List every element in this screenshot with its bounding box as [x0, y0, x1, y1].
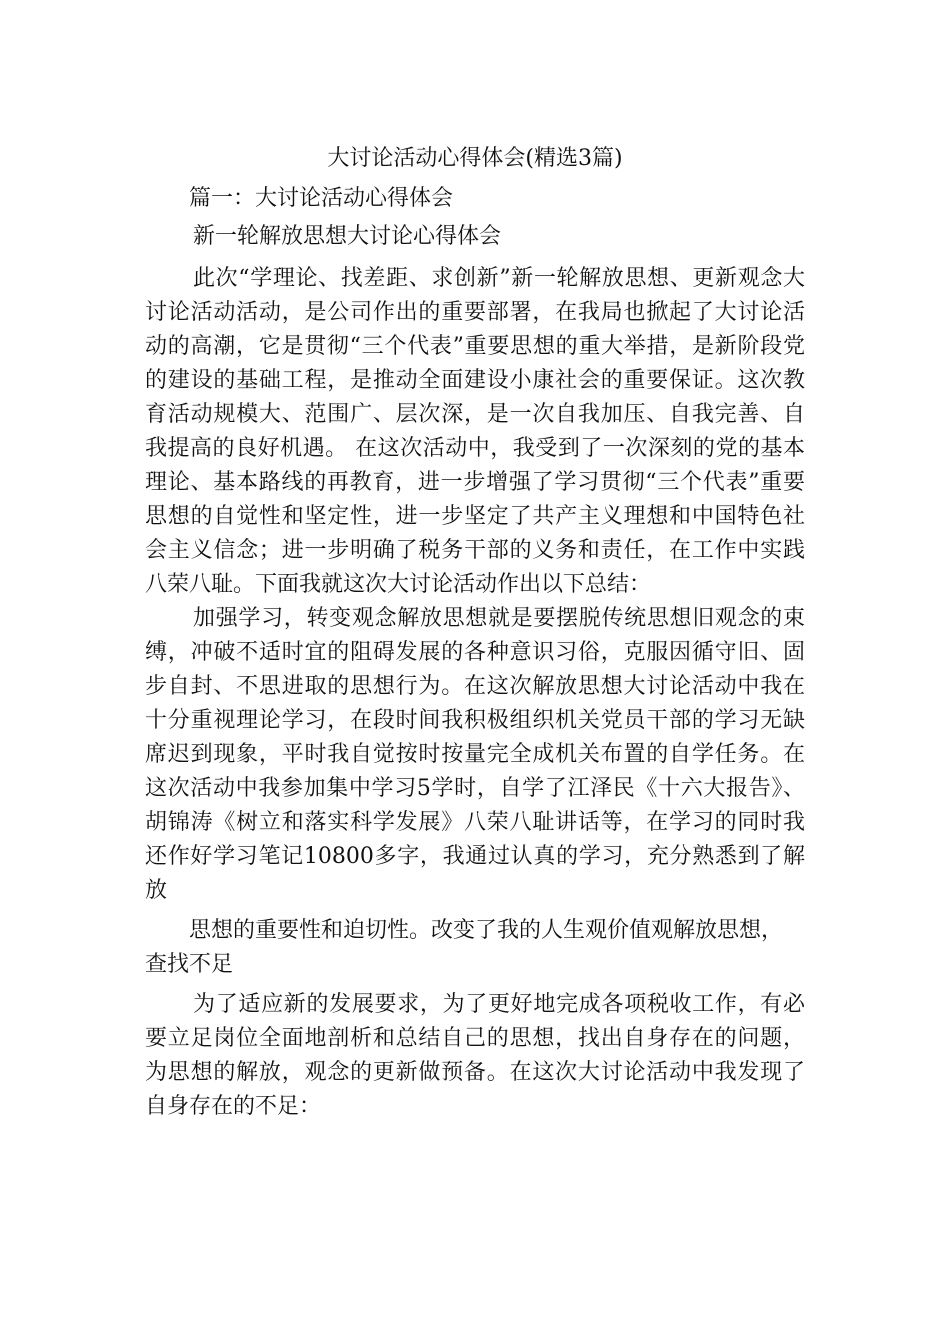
- paragraph-line: 放: [145, 878, 168, 903]
- paragraph-3: [145, 914, 805, 982]
- paragraph-line: 要立足岗位全面地剖析和总结自己的思想，找出自身存在的问题，: [145, 1026, 805, 1051]
- paragraph-line: 理论、基本路线的再教育，进一步增强了学习贯彻“三个代表”重要: [145, 470, 805, 495]
- paragraph-line: 缚，冲破不适时宜的阻碍发展的各种意识习俗，克服因循守旧、固: [145, 640, 805, 665]
- paragraph-line: 为思想的解放，观念的更新做预备。在这次大讨论活动中我发现了: [145, 1060, 805, 1085]
- paragraph-line: 思想的自觉性和坚定性，进一步坚定了共产主义理想和中国特色社: [145, 504, 805, 529]
- paragraph-line: 讨论活动活动，是公司作出的重要部署，在我局也掀起了大讨论活: [145, 300, 805, 325]
- paragraph-4: [145, 988, 805, 1124]
- paragraph-1: [145, 262, 805, 602]
- paragraph-line: 育活动规模大、范围广、层次深，是一次自我加压、自我完善、自: [145, 402, 805, 427]
- paragraph-line: 还作好学习笔记10800多字，我通过认真的学习，充分熟悉到了解: [145, 844, 805, 869]
- paragraph-2: [145, 602, 805, 908]
- paragraph-line: 八荣八耻。下面我就这次大讨论活动作出以下总结：: [145, 572, 652, 597]
- paragraph-line: 会主义信念；进一步明确了税务干部的义务和责任，在工作中实践: [145, 538, 805, 563]
- paragraph-line: 席迟到现象，平时我自觉按时按量完全成机关布置的自学任务。在: [145, 742, 805, 767]
- paragraph-line: 为了适应新的发展要求，为了更好地完成各项税收工作，有必: [193, 992, 805, 1017]
- paragraph-line: 的建设的基础工程，是推动全面建设小康社会的重要保证。这次教: [145, 368, 805, 393]
- paragraph-line: 思想的重要性和迫切性。改变了我的人生观价值观解放思想，: [189, 918, 784, 943]
- paragraph-line: 十分重视理论学习，在段时间我积极组织机关党员干部的学习无缺: [145, 708, 805, 733]
- paragraph-line: 加强学习，转变观念解放思想就是要摆脱传统思想旧观念的束: [193, 606, 805, 631]
- article-heading: 新一轮解放思想大讨论心得体会: [193, 224, 502, 249]
- document-title: 大讨论活动心得体会(精选3篇): [327, 146, 623, 171]
- paragraph-line: 我提高的良好机遇。 在这次活动中，我受到了一次深刻的党的基本: [145, 436, 805, 461]
- paragraph-line: 此次“学理论、找差距、求创新”新一轮解放思想、更新观念大: [193, 266, 805, 291]
- paragraph-line: 查找不足: [145, 952, 234, 977]
- paragraph-line: 动的高潮，它是贯彻“三个代表”重要思想的重大举措，是新阶段党: [145, 334, 805, 359]
- paragraph-line: 这次活动中我参加集中学习5学时，自学了江泽民《十六大报告》、: [145, 776, 805, 801]
- paragraph-line: 步自封、不思进取的思想行为。在这次解放思想大讨论活动中我在: [145, 674, 805, 699]
- document-body: [145, 142, 805, 1124]
- section-heading: 篇一：大讨论活动心得体会: [189, 186, 454, 211]
- paragraph-line: 自身存在的不足：: [145, 1094, 322, 1119]
- paragraph-line: 胡锦涛《树立和落实科学发展》八荣八耻讲话等，在学习的同时我: [145, 810, 805, 835]
